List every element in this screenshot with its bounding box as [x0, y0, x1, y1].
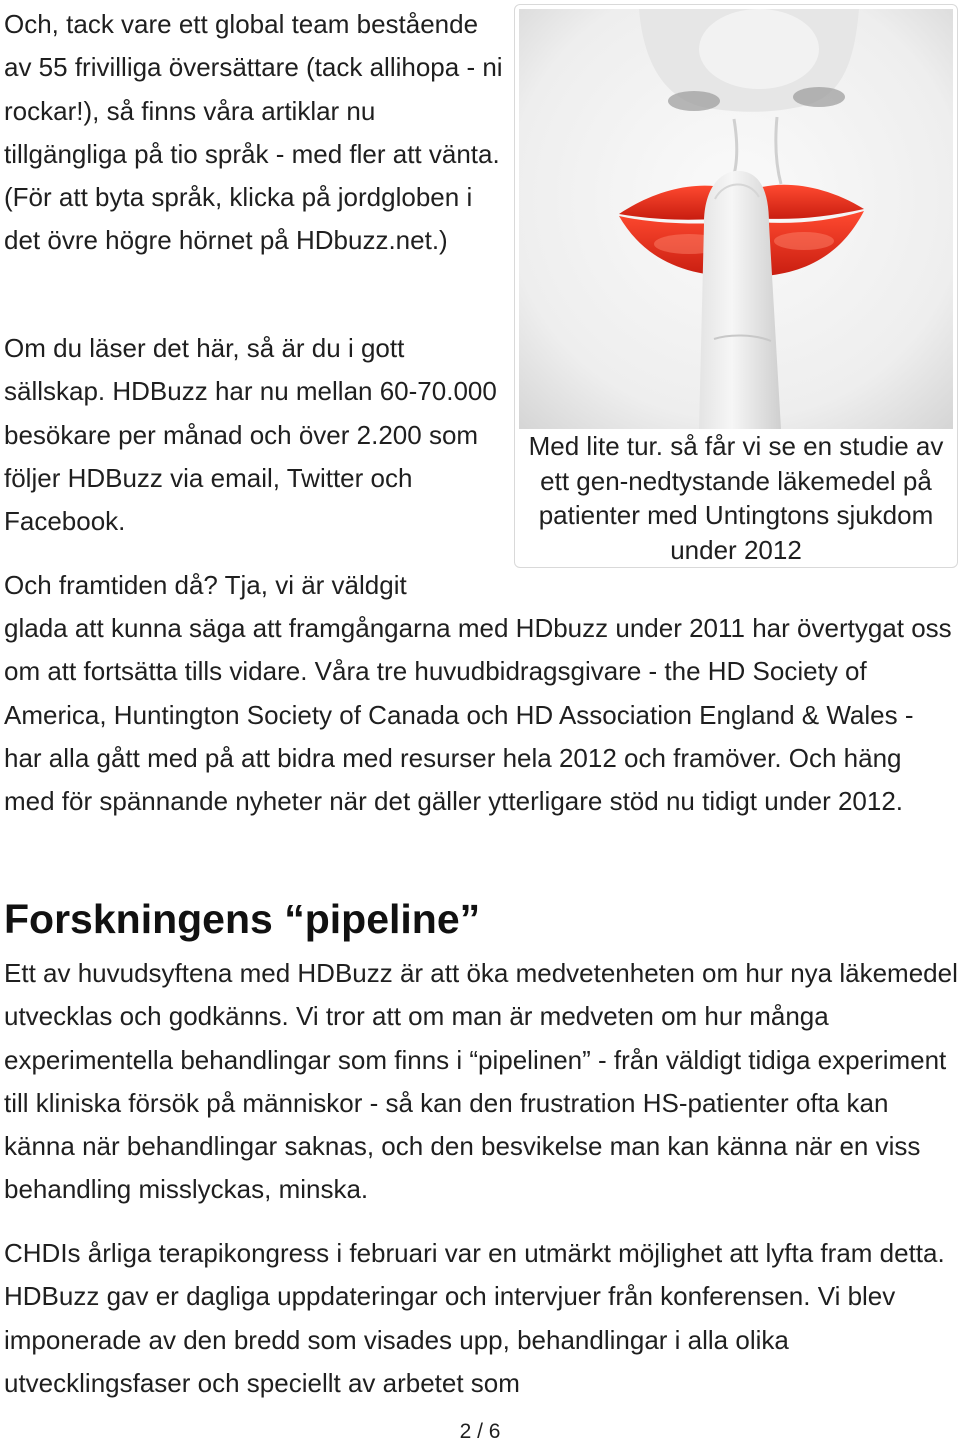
figure-box — [514, 4, 958, 568]
pipeline-paragraph: Ett av huvudsyftena med HDBuzz är att öka medvetenheten om hur nya läkemedel utvecklas och godkänns. Vi tror att om man är medveten om hur många experimentella behandlingar som finns i “pipelinen” - från väldigt tidiga experiment till kliniska försök på människor - så kan den frustration HS-patienter ofta kan känna när behandlingar saknas, och den besvikelse man kan känna när en viss behandling misslyckas, minska. — [4, 958, 958, 1205]
section-heading: Forskningens “pipeline” — [4, 896, 481, 942]
intro-paragraph: Och, tack vare ett global team bestående av 55 frivilliga översättare (tack allihopa - ni rockar!), så finns våra artiklar nu tillgängliga på tio språk - med fler att vänta. (För att byta språk, klicka på jordgloben i det övre högre hörnet på HDbuzz.net.) — [4, 9, 503, 256]
audience-paragraph: Om du läser det här, så är du i gott sällskap. HDBuzz har nu mellan 60-70.000 besökare per månad och över 2.200 som följer HDBuzz via email, Twitter och Facebook. — [4, 333, 497, 537]
finger-on-lips-image — [519, 9, 953, 429]
future-paragraph-start: Och framtiden då? Tja, vi är väldgit — [4, 570, 407, 600]
future-paragraph: glada att kunna säga att framgångarna med HDbuzz under 2011 har övertygat oss om att fortsätta tills vidare. Våra tre huvudbidragsgivare - the HD Society of America, Huntington Society of Canada och HD Association England & Wales - har alla gått med på att bidra med resurser hela 2012 och framöver. Och häng med för spännande nyheter när det gäller ytterligare stöd nu tidigt under 2012. — [4, 613, 952, 817]
figure-caption: Med lite tur. så får vi se en studie av ett gen-nedtystande läkemedel på patienter med Untingtons sjukdom under 2012 — [528, 431, 944, 565]
congress-paragraph: CHDIs årliga terapikongress i februari var en utmärkt möjlighet att lyfta fram detta. HDBuzz gav er dagliga uppdateringar och intervjuer från konferensen. Vi blev imponerade av den bredd som visades upp, behandlingar i alla olika utvecklingsfaser och speciellt av arbetet som — [4, 1238, 945, 1398]
page-number: 2 / 6 — [459, 1420, 501, 1443]
